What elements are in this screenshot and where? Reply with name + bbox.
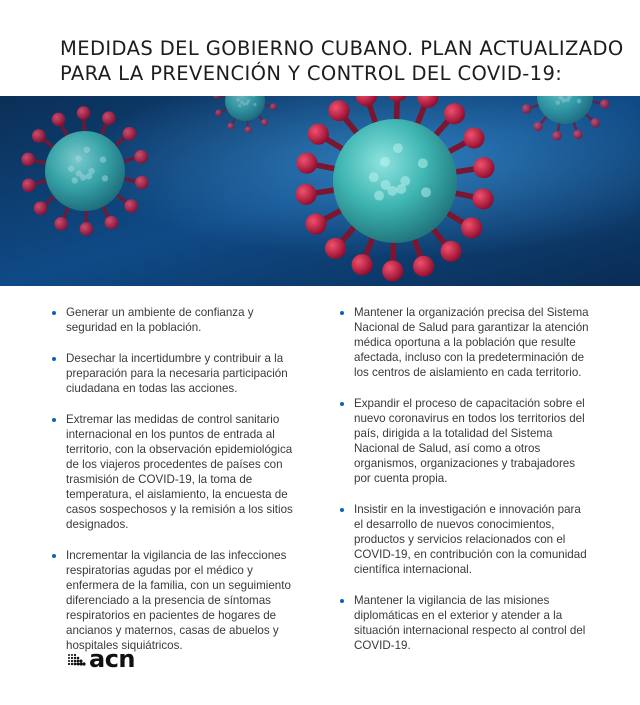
bullet-icon bbox=[340, 599, 344, 603]
page-title bbox=[60, 36, 624, 86]
list-item: Incrementar la vigilancia de las infecciones respiratorias agudas por el médico y enfermera de la familia, con un seguimiento diferenciado a la presencia de síntomas respiratorios en pacientes de hogares de ancianos y maternos, casas de abuelos y hospitales siquiátricos. bbox=[52, 548, 302, 653]
list-item: Mantener la organización precisa del Sistema Nacional de Salud para garantizar la atención médica oportuna a la población que resulte afectada, incluso con la predeterminación de los centros de aislamiento en cada territorio. bbox=[340, 305, 592, 380]
bullet-icon bbox=[52, 418, 56, 422]
list-item: Desechar la incertidumbre y contribuir a la preparación para la necesaria participación ciudadana en todas las acciones. bbox=[52, 351, 302, 396]
bullet-icon bbox=[52, 311, 56, 315]
list-item: Insistir en la investigación e innovación para el desarrollo de nuevos conocimientos, productos y servicios relacionados con el COVID-19, en contribución con la comunidad científica internacional. bbox=[340, 502, 592, 577]
bullet-icon bbox=[52, 554, 56, 558]
measures-list-right bbox=[340, 305, 592, 669]
list-item: Extremar las medidas de control sanitario internacional en los puntos de entrada al territorio, con la observación epidemiológica de los viajeros procedentes de países con trasmisión de COVID-19, la toma de temperatura, el aislamiento, la encuesta de casos sospechosos y la remisión a los sitios designados. bbox=[52, 412, 302, 532]
acn-logo-text: acn bbox=[89, 645, 136, 673]
acn-logo bbox=[66, 646, 156, 672]
coronavirus-banner-image bbox=[0, 96, 640, 286]
acn-logo-icon bbox=[66, 649, 86, 669]
coronavirus-illustration-icon bbox=[0, 96, 640, 286]
list-item: Mantener la vigilancia de las misiones diplomáticas en el exterior y atender a la situación internacional respecto al control del COVID-19. bbox=[340, 593, 592, 653]
list-item: Generar un ambiente de confianza y seguridad en la población. bbox=[52, 305, 302, 335]
bullet-icon bbox=[340, 508, 344, 512]
bullet-icon bbox=[52, 357, 56, 361]
title-line-1: MEDIDAS DEL GOBIERNO CUBANO. PLAN ACTUALIZADO bbox=[60, 37, 624, 60]
bullet-icon bbox=[340, 311, 344, 315]
list-item: Expandir el proceso de capacitación sobre el nuevo coronavirus en todos los territorios del país, dirigida a la totalidad del Sistema Nacional de Salud, así como a otros organismos, organizaciones y trabajadores por cuenta propia. bbox=[340, 396, 592, 486]
measures-list-left bbox=[52, 305, 302, 669]
title-line-2: PARA LA PREVENCIÓN Y CONTROL DEL COVID-19: bbox=[60, 62, 563, 85]
bullet-icon bbox=[340, 402, 344, 406]
